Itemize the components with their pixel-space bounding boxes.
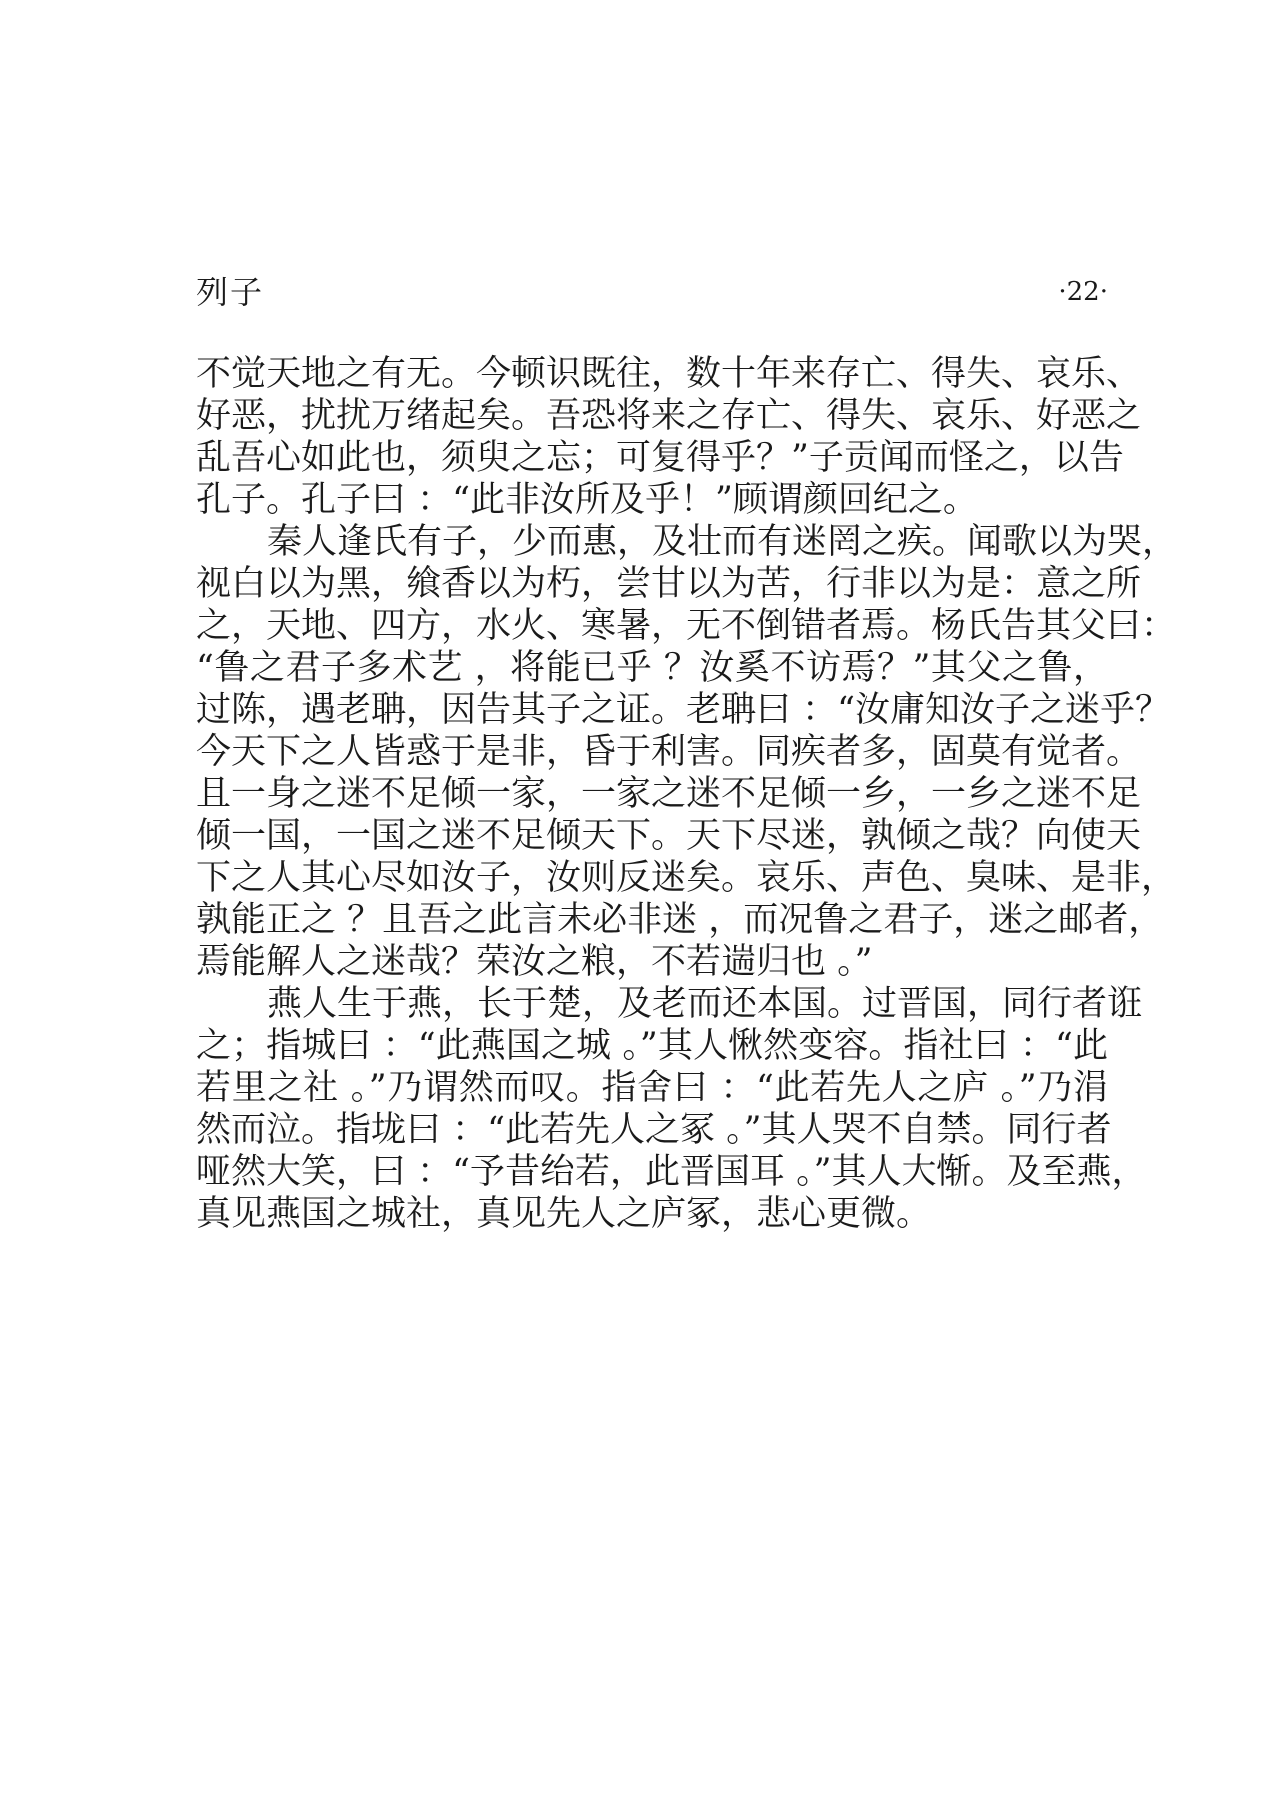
- page-header: [196, 272, 1108, 312]
- text-line: 且一身之迷不足倾一家，一家之迷不足倾一乡，一乡之迷不足: [196, 774, 1142, 814]
- text-line: 之，天地、四方，水火、寒暑，无不倒错者焉。杨氏告其父曰：: [196, 606, 1177, 646]
- text-line: 视白以为黑，飨香以为朽，尝甘以为苦，行非以为是：意之所: [196, 564, 1142, 604]
- text-line: 焉能解人之迷哉？荣汝之粮，不若遄归也 。”: [196, 942, 873, 982]
- text-line: 过陈，遇老聃，因告其子之证。老聃曰 ：“汝庸知汝子之迷乎？: [196, 690, 1171, 730]
- paragraph: [196, 983, 1147, 1235]
- text-line: 燕人生于燕，长于楚，及老而还本国。过晋国，同行者诳: [267, 984, 1143, 1024]
- text-line: 秦人逢氏有子，少而惠，及壮而有迷罔之疾。闻歌以为哭，: [267, 522, 1178, 562]
- text-line: 下之人其心尽如汝子，汝则反迷矣。哀乐、声色、臭味、是非，: [196, 858, 1177, 898]
- book-title: 列子: [196, 273, 265, 311]
- text-line: 孰能正之 ？且吾之此言未必非迷 ，而况鲁之君子，迷之邮者，: [196, 900, 1164, 940]
- text-line: 哑然大笑，曰 ：“予昔绐若，此晋国耳 。”其人大惭。及至燕，: [196, 1152, 1147, 1192]
- text-line: 好恶，扰扰万绪起矣。吾恐将来之存亡、得失、哀乐、好恶之: [196, 396, 1142, 436]
- body-text: [196, 353, 1178, 1235]
- text-line: “鲁之君子多术艺 ，将能已乎 ？汝奚不访焉？”其父之鲁，: [196, 648, 1108, 688]
- text-line: 不觉天地之有无。今顿识既往，数十年来存亡、得失、哀乐、: [196, 354, 1142, 394]
- text-line: 今天下之人皆惑于是非，昏于利害。同疾者多，固莫有觉者。: [196, 732, 1142, 772]
- text-line: 乱吾心如此也，须臾之忘；可复得乎？”子贡闻而怪之，以告: [196, 438, 1124, 478]
- text-line: 若里之社 。”乃谓然而叹。指舍曰 ：“此若先人之庐 。”乃涓: [196, 1068, 1108, 1108]
- text-line: 真见燕国之城社，真见先人之庐冢，悲心更微。: [196, 1194, 932, 1234]
- paragraph: [196, 521, 1178, 983]
- text-line: 然而泣。指垅曰 ：“此若先人之冢 。”其人哭不自禁。同行者: [196, 1110, 1112, 1150]
- text-line: 孔子。孔子曰 ：“此非汝所及乎！”顾谓颜回纪之。: [196, 480, 978, 520]
- text-line: 倾一国，一国之迷不足倾天下。天下尽迷，孰倾之哉？向使天: [196, 816, 1142, 856]
- text-line: 之；指城曰 ：“此燕国之城 。”其人愀然变容。指社曰 ：“此: [196, 1026, 1108, 1066]
- paragraph: [196, 353, 1142, 521]
- page-number: ·22·: [1058, 277, 1108, 307]
